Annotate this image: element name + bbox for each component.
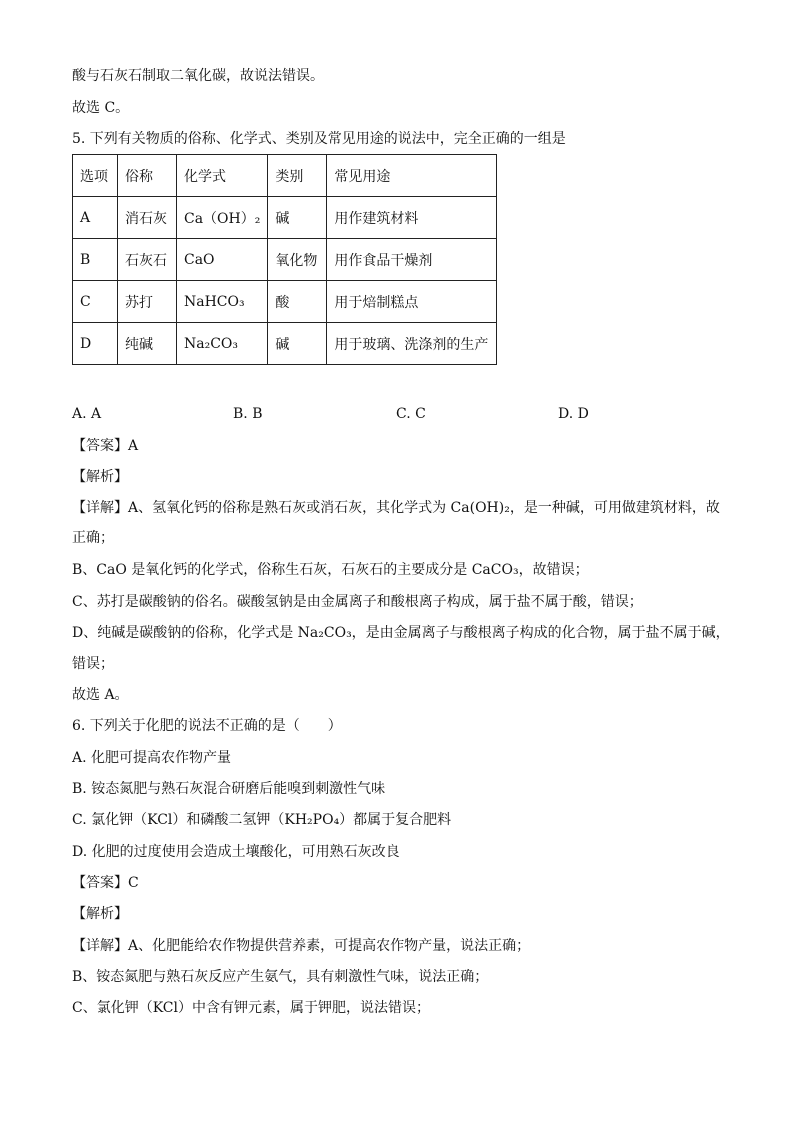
- header-cell-option: 选项: [73, 155, 118, 197]
- question-6-detail-line: C、氯化钾（KCl）中含有钾元素，属于钾肥，说法错误；: [72, 1000, 430, 1016]
- question-5-detail-line: C、苏打是碳酸钠的俗名。碳酸氢钠是由金属离子和酸根离子构成，属于盐不属于酸，错误；: [72, 594, 643, 610]
- question-5-answer: 【答案】A: [72, 438, 139, 454]
- question-6-option-c: C. 氯化钾（KCl）和磷酸二氢钾（KH₂PO₄）都属于复合肥料: [72, 812, 452, 828]
- question-5-option-b: B. B: [233, 406, 263, 422]
- cell-usage: 用作建筑材料: [327, 197, 497, 239]
- question-5-detail-line: 【详解】A、氢氧化钙的俗称是熟石灰或消石灰，其化学式为 Ca(OH)₂，是一种碱，可用做建筑材料，故: [72, 500, 720, 516]
- cell-common-name: 苏打: [118, 281, 177, 323]
- question-5-detail-line: 正确；: [72, 530, 114, 546]
- cell-formula: NaHCO₃: [177, 281, 268, 323]
- question-6-analysis-heading: 【解析】: [72, 906, 128, 922]
- question-6-option-d: D. 化肥的过度使用会造成土壤酸化，可用熟石灰改良: [72, 844, 400, 860]
- cell-option: A: [73, 197, 118, 239]
- question-6-answer: 【答案】C: [72, 875, 139, 891]
- table-row: [73, 323, 497, 365]
- cell-category: 碱: [268, 323, 327, 365]
- question-5-detail-line: 错误；: [72, 656, 114, 672]
- question-5-stem: 5. 下列有关物质的俗称、化学式、类别及常见用途的说法中，完全正确的一组是: [72, 131, 566, 147]
- cell-common-name: 石灰石: [118, 239, 177, 281]
- intro-line-2: 故选 C。: [72, 100, 130, 116]
- cell-formula: CaO: [177, 239, 268, 281]
- cell-category: 碱: [268, 197, 327, 239]
- question-6-detail-line: B、铵态氮肥与熟石灰反应产生氨气，具有刺激性气味，说法正确；: [72, 969, 489, 985]
- header-cell-formula: 化学式: [177, 155, 268, 197]
- cell-usage: 用于玻璃、洗涤剂的生产: [327, 323, 497, 365]
- cell-common-name: 消石灰: [118, 197, 177, 239]
- header-cell-common-name: 俗称: [118, 155, 177, 197]
- cell-option: D: [73, 323, 118, 365]
- question-6-option-a: A. 化肥可提高农作物产量: [72, 750, 232, 766]
- question-5-detail-line: D、纯碱是碳酸钠的俗称，化学式是 Na₂CO₃，是由金属离子与酸根离子构成的化合物，属于盐不属于碱，: [72, 625, 730, 641]
- header-cell-category: 类别: [268, 155, 327, 197]
- question-5-table: [72, 154, 497, 365]
- question-6-detail-line: 【详解】A、化肥能给农作物提供营养素，可提高农作物产量，说法正确；: [72, 938, 531, 954]
- question-5-option-d: D. D: [558, 406, 589, 422]
- cell-common-name: 纯碱: [118, 323, 177, 365]
- question-5-detail-line: B、CaO 是氧化钙的化学式，俗称生石灰，石灰石的主要成分是 CaCO₃，故错误；: [72, 562, 589, 578]
- question-5-analysis-heading: 【解析】: [72, 469, 128, 485]
- cell-option: B: [73, 239, 118, 281]
- question-6-option-b: B. 铵态氮肥与熟石灰混合研磨后能嗅到刺激性气味: [72, 781, 386, 797]
- table-header-row: [73, 155, 497, 197]
- cell-category: 氧化物: [268, 239, 327, 281]
- intro-line-1: 酸与石灰石制取二氧化碳，故说法错误。: [72, 68, 324, 84]
- question-6-stem: 6. 下列关于化肥的说法不正确的是（ ）: [72, 718, 342, 734]
- cell-formula: Ca（OH）₂: [177, 197, 268, 239]
- question-5-detail-line: 故选 A。: [72, 687, 129, 703]
- cell-option: C: [73, 281, 118, 323]
- table-row: [73, 281, 497, 323]
- table-row: [73, 197, 497, 239]
- table-row: [73, 239, 497, 281]
- cell-usage: 用作食品干燥剂: [327, 239, 497, 281]
- cell-formula: Na₂CO₃: [177, 323, 268, 365]
- header-cell-usage: 常见用途: [327, 155, 497, 197]
- question-5-option-a: A. A: [72, 406, 102, 422]
- cell-category: 酸: [268, 281, 327, 323]
- question-5-option-c: C. C: [396, 406, 426, 422]
- cell-usage: 用于焙制糕点: [327, 281, 497, 323]
